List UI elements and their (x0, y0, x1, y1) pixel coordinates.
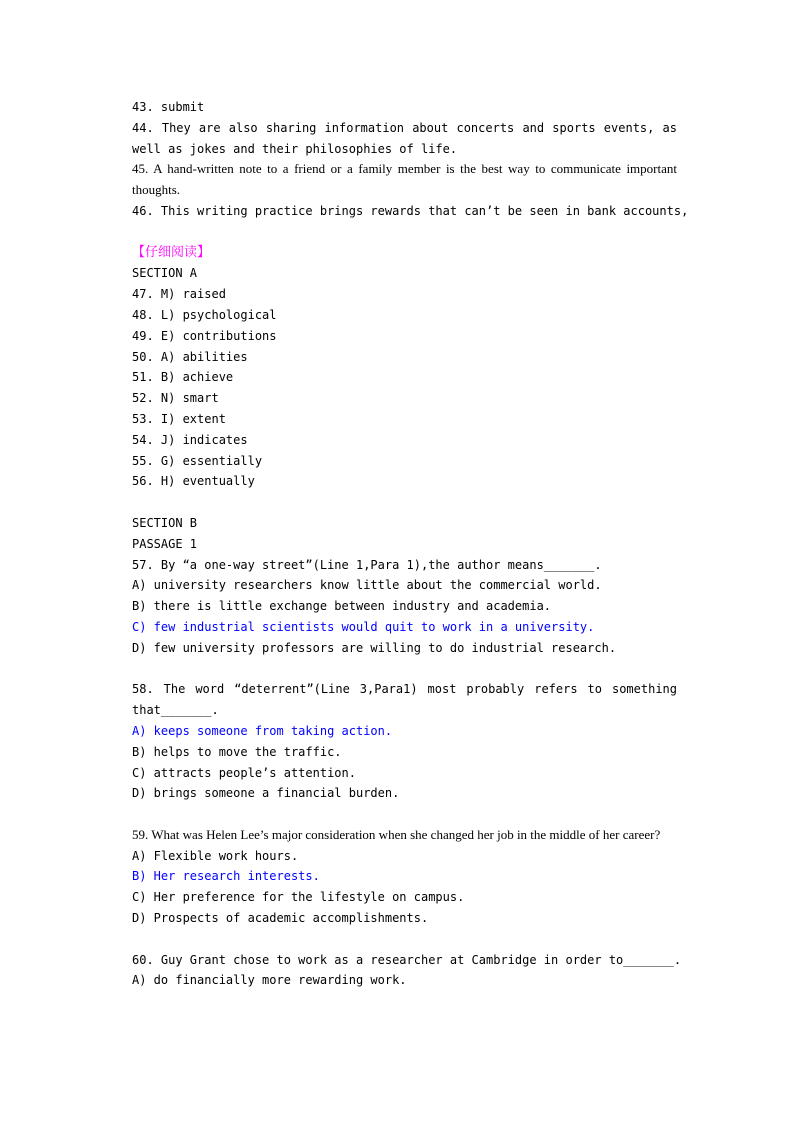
section-a-item: 51. B) achieve (132, 370, 234, 385)
section-a-item: 55. G) essentially (132, 453, 263, 468)
section-a-item: 49. E) contributions (132, 328, 277, 343)
answer-44: 44. They are also sharing information about concerts and sports events, as well as jokes and their philosophies of life. (132, 120, 677, 156)
section-a-item: 53. I) extent (132, 411, 226, 426)
question-58-stem: 58. The word “deterrent”(Line 3,Para1) most probably refers to something that_______. (132, 682, 677, 718)
careful-reading-heading: 【仔细阅读】 (132, 244, 211, 260)
question-60-option-a: A) do financially more rewarding work. (132, 973, 407, 988)
spacer (132, 929, 677, 950)
question-57-option-c-correct: C) few industrial scientists would quit to work in a university. (132, 619, 595, 634)
question-58-option-a-correct: A) keeps someone from taking action. (132, 723, 393, 738)
question-59-option-a: A) Flexible work hours. (132, 848, 299, 863)
question-60-stem: 60. Guy Grant chose to work as a researcher at Cambridge in order to_______. (132, 952, 682, 967)
question-57-stem: 57. By “a one-way street”(Line 1,Para 1),the author means_______. (132, 557, 602, 572)
section-a-title: SECTION A (132, 266, 198, 281)
answer-43: 43. submit (132, 100, 205, 114)
question-59-option-d: D) Prospects of academic accomplishments. (132, 911, 429, 926)
question-58-option-c: C) attracts people’s attention. (132, 765, 356, 780)
section-a-item: 54. J) indicates (132, 432, 248, 447)
section-b-title: SECTION B (132, 515, 198, 530)
spacer (132, 804, 677, 825)
passage-title: PASSAGE 1 (132, 536, 198, 551)
section-a-item: 47. M) raised (132, 287, 226, 302)
question-57-option-a: A) university researchers know little about the commercial world. (132, 578, 602, 593)
question-59-stem: 59. What was Helen Lee’s major consideration when she changed her job in the middle of her career? (132, 826, 661, 842)
spacer (132, 222, 677, 243)
document-page (132, 97, 689, 991)
spacer (132, 659, 677, 680)
question-58-option-b: B) helps to move the traffic. (132, 744, 342, 759)
spacer (132, 492, 677, 513)
section-a-item: 56. H) eventually (132, 474, 255, 489)
question-57-option-b: B) there is little exchange between industry and academia. (132, 599, 552, 614)
answer-46: 46. This writing practice brings rewards that can’t be seen in bank accounts, (132, 203, 689, 218)
answer-45: 45. A hand-written note to a friend or a family member is the best way to communicate important thoughts. (132, 161, 677, 198)
question-59-option-b-correct: B) Her research interests. (132, 869, 320, 884)
section-a-item: 52. N) smart (132, 391, 219, 406)
section-a-item: 50. A) abilities (132, 349, 248, 364)
question-59-option-c: C) Her preference for the lifestyle on campus. (132, 890, 465, 905)
question-57-option-d: D) few university professors are willing to do industrial research. (132, 640, 617, 655)
question-58-option-d: D) brings someone a financial burden. (132, 786, 400, 801)
section-a-item: 48. L) psychological (132, 307, 277, 322)
